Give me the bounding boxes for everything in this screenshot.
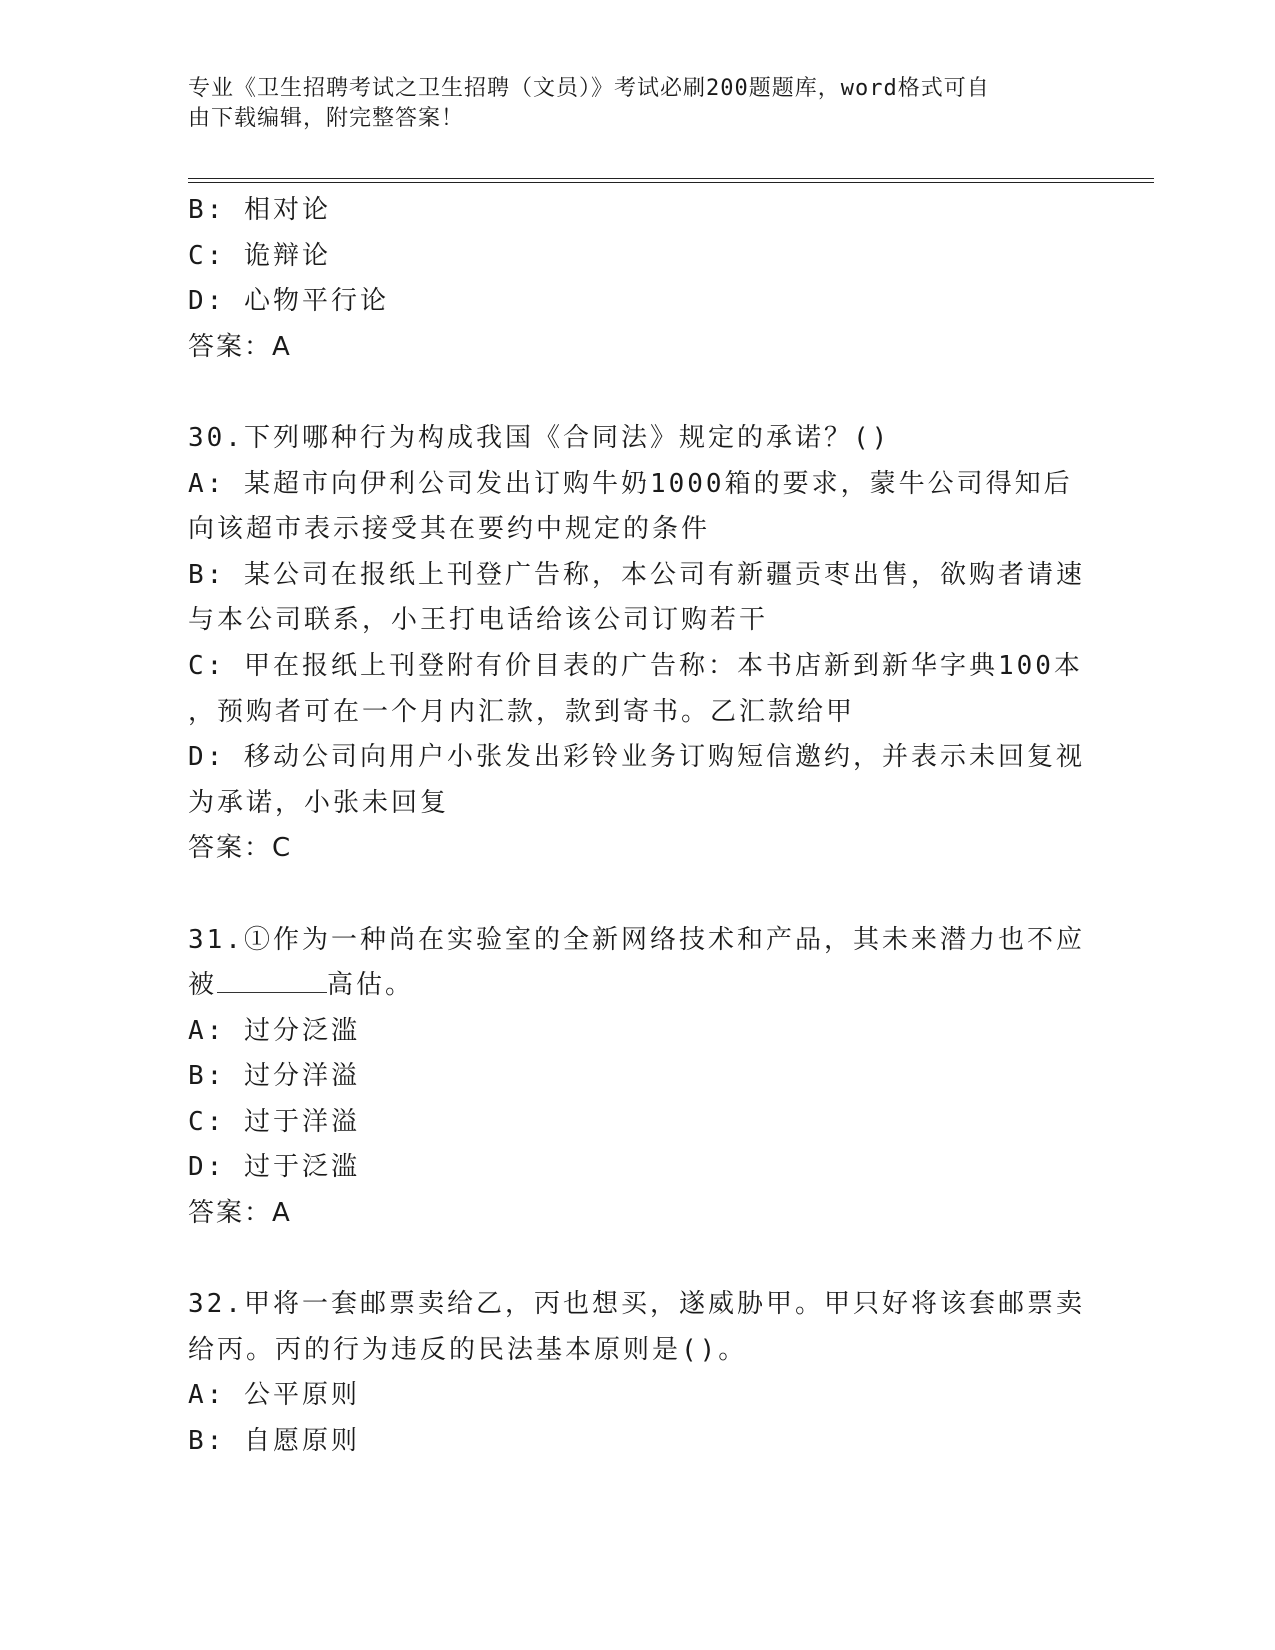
q31-option-c: C: 过于洋溢 bbox=[188, 1106, 360, 1137]
q30-option-b-line1: B: 某公司在报纸上刊登广告称，本公司有新疆贡枣出售，欲购者请速 bbox=[188, 559, 1085, 590]
q29-answer: 答案：A bbox=[188, 331, 292, 362]
fill-in-blank bbox=[217, 970, 327, 993]
header-line-1: 专业《卫生招聘考试之卫生招聘（文员）》考试必刷200题题库，word格式可自 bbox=[188, 76, 990, 101]
header-line-2: 由下载编辑，附完整答案！ bbox=[188, 106, 465, 131]
q32-option-b: B: 自愿原则 bbox=[188, 1426, 360, 1457]
spacer bbox=[188, 872, 1088, 918]
spacer bbox=[188, 370, 1088, 416]
q31-stem-post: 高估。 bbox=[327, 970, 415, 1001]
q30-stem: 30.下列哪种行为构成我国《合同法》规定的承诺？() bbox=[188, 422, 891, 453]
q29-option-d: D: 心物平行论 bbox=[188, 286, 389, 317]
q31-option-b: B: 过分洋溢 bbox=[188, 1061, 360, 1092]
q30-option-a-line1: A: 某超市向伊利公司发出订购牛奶1000箱的要求，蒙牛公司得知后 bbox=[188, 468, 1073, 499]
q30-option-d-line1: D: 移动公司向用户小张发出彩铃业务订购短信邀约，并表示未回复视 bbox=[188, 742, 1085, 773]
q31-answer: 答案：A bbox=[188, 1198, 292, 1229]
q30-option-c-line2: ，预购者可在一个月内汇款，款到寄书。乙汇款给甲 bbox=[188, 696, 856, 727]
q31-option-a: A: 过分泛滥 bbox=[188, 1015, 360, 1046]
q30-answer: 答案：C bbox=[188, 833, 293, 864]
q31-option-d: D: 过于泛滥 bbox=[188, 1152, 360, 1183]
header-divider bbox=[188, 178, 1154, 183]
q32-stem-line2: 给丙。丙的行为违反的民法基本原则是()。 bbox=[188, 1334, 748, 1365]
q32-option-a: A: 公平原则 bbox=[188, 1380, 360, 1411]
document-header bbox=[188, 74, 1068, 134]
q30-option-c-line1: C: 甲在报纸上刊登附有价目表的广告称：本书店新到新华字典100本 bbox=[188, 650, 1083, 681]
q31-stem-pre: 被 bbox=[188, 970, 218, 1001]
q30-option-b-line2: 与本公司联系，小王打电话给该公司订购若干 bbox=[188, 605, 769, 636]
q30-option-a-line2: 向该超市表示接受其在要约中规定的条件 bbox=[188, 514, 711, 545]
q31-stem-line2 bbox=[188, 963, 1088, 1009]
q32-stem-line1: 32.甲将一套邮票卖给乙，丙也想买，遂威胁甲。甲只好将该套邮票卖 bbox=[188, 1289, 1085, 1320]
q31-stem-line1: 31.①作为一种尚在实验室的全新网络技术和产品，其未来潜力也不应 bbox=[188, 924, 1085, 955]
q30-option-d-line2: 为承诺，小张未回复 bbox=[188, 787, 450, 818]
q29-option-b: B: 相对论 bbox=[188, 195, 331, 225]
q29-option-c: C: 诡辩论 bbox=[188, 240, 331, 271]
question-body bbox=[188, 188, 1088, 1465]
spacer bbox=[188, 1237, 1088, 1283]
